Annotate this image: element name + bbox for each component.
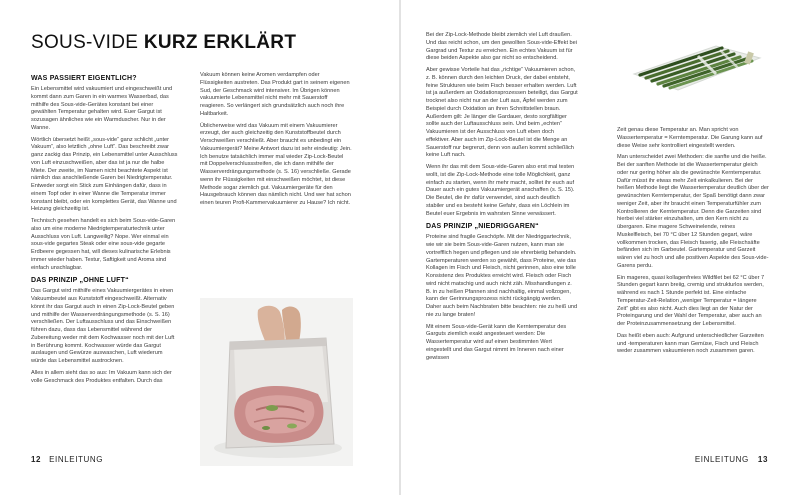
footer-right: [695, 455, 768, 464]
paragraph: Üblicherweise wird das Vakuum mit einem Vakuumierer erzeugt, der auch gleichzeitig den Kunststoffbeutel durch Verschweißen verschließt. Aber braucht es unbedingt ein Vakuumiergerät? Meine Antwort dazu ist sehr eindeutig: Jein. Ich benutze tatsächlich immer mal wieder Zip-Lock-Beutel mit Doppelverschlussstreifen, die ich dann mithilfe der Wasserverdrängungsmethode (s. S. 16) verschließe. Gerade wenn ihr Flüssigkeiten mit einschweißen möchtet, ist diese Methode sogar ziemlich gut. Vakuumiergeräte für den Hausgebrauch können das nämlich nicht. Und wer hat schon einen teuren Profi-Kammervakuumierer zu Hause? Ich nicht.: [200, 122, 352, 206]
paragraph: Proteine sind fragile Geschöpfe. Mit der Niedriggartechnik, wie wir sie beim Sous-vide-Garen nutzen, kann man sie vortrefflich hegen und pflegen und sie ehrerbietig behandeln. Gartemperaturen werden so gewählt, dass Proteine, wie das Kollagen im Fisch und Fleisch, nicht gerinnen, also eine tolle Konsistenz des Produktes erreicht wird. Fleisch oder Fisch wird nicht matschig und auch nicht zäh. Misshandlungen z. B. in zu heißen Pfannen sind nachhaltig, einmal vollzogen, kann der Gerinnungsprozess nicht rückgängig werden. Daher auch beim Nachbraten bitte beachten: nie zu heiß und nie zu lange braten!: [426, 234, 578, 318]
paragraph: Ein Lebensmittel wird vakuumiert und eingeschweißt und kommt dann zum Garen in ein warmes Wasserbad, das mithilfe des Sous-vide-Gerätes konstant bei einer gewählten Temperatur gehalten wird. Euer Gargut ist sozusagen ähnliches wie ein Warmduscher. Nur in der Wanne.: [31, 86, 173, 131]
paragraph: Bei der Zip-Lock-Methode bleibt ziemlich viel Luft draußen. Und das reicht schon, um den gewollten Sous-vide-Effekt bei Gargrad und Textur zu erreichen. Ein echtes Vakuum ist für diese beiden Aspekte also gar nicht so entscheidend.: [426, 32, 578, 62]
paragraph: Ein mageres, quasi kollagenfreies Wildfilet bei 62 °C über 7 Stunden gegart kann breiig, cremig und strukturlos werden, während es nach 1 Stunde perfekt ist. Eine einfache Temperatur-Zeit-Relation „weniger Temperatur = längere Zeit“ gibt es also nicht. Auch dies liegt an der Natur der Proteingarung und der Wahl der Temperatur, aber auch an der Proteinzusammensetzung der Lebensmittel.: [617, 274, 765, 327]
paragraph: Vakuum können keine Aromen verdampfen oder Flüssigkeiten austreten. Das Produkt gart in seinem eigenen Sud, der Geschmack wird intensiver. Im Übrigen können vakuumierte Lebensmittel nicht mehr mit Sauerstoff reagieren. So verlängert sich grundsätzlich auch noch ihre Haltbarkeit.: [200, 72, 350, 117]
paragraph: Wörtlich übersetzt heißt „sous-vide“ ganz schlicht „unter Vakuum“, also letztlich „ohne Luft“. Das beschreibt zwar ganz zackig das Prinzip, ein Lebensmittel unter Ausschluss von Luft einzuschweißen, aber das ist ja nur die halbe Miete. Der zweite, im Namen nicht beachtete Aspekt ist nämlich das anschließende Garen bei Niedrigtemperatur. Entweder sorgt ein Stick zum Einhängen dafür, dass in einem Topf oder in einer Wanne die Temperatur immer konstant bleibt, oder ein komplettes Gerät, das Wanne und Heizung gleichzeitig ist.: [31, 136, 178, 213]
paragraph: Zeit genau diese Temperatur an. Man spricht von Wassertemperatur = Kerntemperatur. Die Garung kann auf diese Weise sehr kontrolliert eingestellt werden.: [617, 127, 763, 149]
section-heading: WAS PASSIERT EIGENTLICH?: [31, 75, 137, 82]
paragraph: Aber gewisse Vorteile hat das „richtige“ Vakuumieren schon, z. B. können durch den leichten Druck, der dabei entsteht, feine Strukturen wie beim Fisch besser erhalten werden. Luft ist ja außerdem an Oxidationsprozessen beteiligt, das Gargut trocknet also nicht nur an der Luft aus, Äpfel werden zum Beispiel durch Oxidation an ihren Schnittstellen braun. Außerdem gilt: Je länger die Gardauer, desto sorgfältiger sollte auch der Luftausschluss sein. Und beim „echten“ Vakuumieren ist der Ausschluss von Luft eben doch effektiver. Aber auch im Zip-Lock-Beutel ist die Menge an Sauerstoff nur begrenzt, denn von außen kommt schließlich keine Luft nach.: [426, 67, 578, 159]
text-column-4: [617, 127, 769, 477]
paragraph: Wenn ihr das mit dem Sous-vide-Garen also erst mal testen wollt, ist die Zip-Lock-Methode eine tolle Möglichkeit, ganz einfach zu starten, wenn ihr mehr macht, solltet ihr euch auf Dauer auch ein gutes Vakuumiergerät anschaffen (s. S. 15). Die Beutel, die ihr dafür verwendet, sind auch deutlich stabiler und es besteht keine Gefahr, dass ein Löchlein im Beutel euer Ergebnis im wahrsten Sinne verwässert.: [426, 164, 575, 217]
paragraph: Man unterscheidet zwei Methoden: die sanfte und die heiße. Bei der sanften Methode ist die Wassertemperatur gleich oder nur gering höher als die gewünschte Kerntemperatur. Dafür müsst ihr etwas mehr Zeit einkalkulieren. Bei der heißen Methode liegt die Wassertemperatur deutlich über der gewünschten Kerntemperatur, der Spaß benötigt dann zwar weniger Zeit, aber ihr braucht einen Temperaturfühler zum Kontrollieren der Kerntemperatur. Denn die Garzeiten sind hierbei viel stärker einzuhalten, um den Kern nicht zu übergaren. Eine magere Schweinelende, reines Muskelfleisch, bei 70 °C über 12 Stunden gegart, wäre vollkommen trocken, das Fleisch faserig, alle Fleischsäfte befänden sich im Garbeutel. Gartemperatur und Garzeit wären viel zu hoch und alle positiven Aspekte des Sous-vide-Garens perdu.: [617, 154, 769, 269]
title-bold: KURZ ERKLÄRT: [143, 32, 297, 53]
text-column-1: [31, 72, 179, 472]
vacuum-bag-photo: [200, 298, 353, 466]
paragraph: Technisch gesehen handelt es sich beim Sous-vide-Garen also um eine moderne Niedrigtemperaturtechnik unter Ausschluss von Luft. Langweilig? Nope. Wer einmal ein sous-vide gegartes Steak oder eine sous-vide gegarte Erdbeere gegessen hat, will dieses kulinarische Erlebnis immer wieder haben. Textur, Saftigkeit und Aroma sind einfach unschlagbar.: [31, 218, 176, 271]
section-heading: DAS PRINZIP „NIEDRIGGAREN“: [426, 223, 539, 231]
vacuum-sealed-asparagus-photo: [620, 28, 770, 100]
paragraph: Alles in allem sieht das so aus: Im Vakuum kann sich der volle Geschmack des Produktes entfalten. Durch das: [31, 369, 172, 384]
paragraph: Das Gargut wird mithilfe eines Vakuumiergerätes in einen Vakuumbeutel aus Kunststoff eingeschweißt. Alternativ könnt ihr das Gargut auch in einen Zip-Lock-Beutel geben und mithilfe der Wasserverdrängungsmethode (s. S. 16) verschließen. Der Luftausschluss und das Einschweißen führen dazu, dass das Lebensmittel während der Zubereitung weder mit dem Kochwasser noch mit der Luft in Berührung kommt. Kochwasser würde das Gargut auslaugen und Gewürze auswaschen, Luft wiederum würde das Lebensmittel austrocknen.: [31, 288, 175, 364]
page-title: [31, 32, 296, 54]
text-column-3: [426, 32, 578, 477]
page-number-left: 12: [31, 455, 42, 464]
paragraph: Das heißt eben auch: Aufgrund unterschiedlicher Garzeiten und -temperaturen kann man Gemüse, Fisch und Fleisch weder zusammen vakuumieren noch zusammen garen.: [617, 332, 764, 355]
text-column-2: [200, 72, 352, 292]
chapter-label-right: EINLEITUNG: [694, 455, 749, 464]
paragraph: Mit einem Sous-vide-Gerät kann die Kerntemperatur des Garguts ziemlich exakt angesteuert werden: Die Wassertemperatur wird auf einen bestimmten Wert eingestellt und das Gargut nimmt im Inneren nach einer gewissen: [426, 323, 567, 361]
footer-left: [31, 455, 103, 464]
section-heading: DAS PRINZIP „OHNE LUFT“: [31, 277, 129, 285]
title-light: SOUS-VIDE: [31, 32, 139, 53]
book-gutter: [399, 0, 401, 495]
chapter-label-left: EINLEITUNG: [49, 455, 104, 464]
page-number-right: 13: [757, 455, 768, 464]
